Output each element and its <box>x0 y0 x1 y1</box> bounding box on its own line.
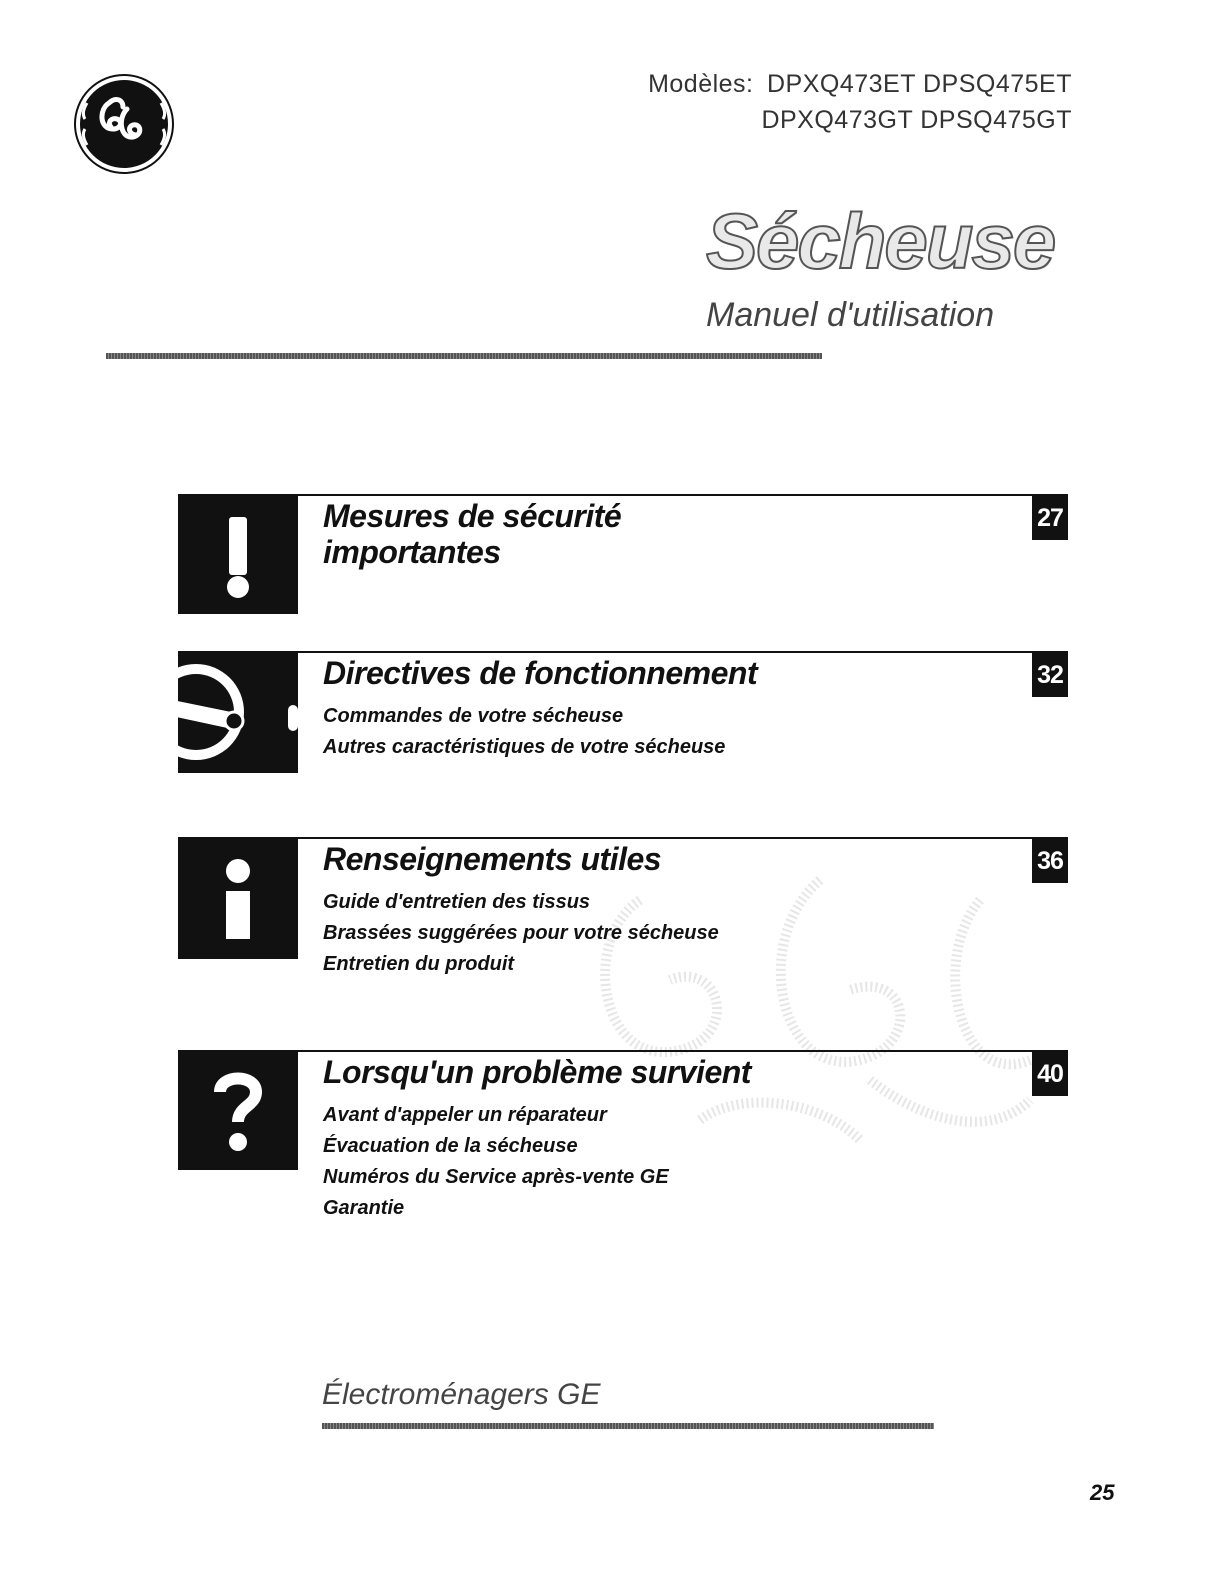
section-rule <box>298 837 1068 839</box>
section-heading-line: Mesures de sécurité <box>323 498 622 534</box>
toc-section-troubleshooting[interactable] <box>178 1050 1068 1219</box>
section-item[interactable]: Commandes de votre sécheuse <box>323 705 624 727</box>
section-heading: Lorsqu'un problème survient <box>323 1054 751 1090</box>
footer-brand: Électroménagers GE <box>322 1378 601 1411</box>
section-item-list <box>323 887 719 980</box>
title-divider <box>106 353 822 359</box>
info-icon <box>178 837 298 959</box>
section-page-number: 40 <box>1032 1052 1068 1096</box>
section-heading <box>323 498 621 570</box>
toc-section-operating[interactable] <box>178 651 1068 773</box>
section-rule <box>298 494 1068 496</box>
section-heading: Directives de fonctionnement <box>323 655 758 691</box>
dryer-dial-icon <box>178 651 298 773</box>
models-label: Modèles: <box>648 70 754 98</box>
model-row-1 <box>648 66 1072 102</box>
section-item-list <box>323 701 725 763</box>
section-item[interactable]: Autres caractéristiques de votre sécheuse <box>323 736 726 758</box>
document-subtitle: Manuel d'utilisation <box>706 296 995 334</box>
toc-section-useful-info[interactable] <box>178 837 1068 975</box>
section-item[interactable]: Avant d'appeler un réparateur <box>323 1104 607 1126</box>
page-number: 25 <box>1090 1480 1115 1505</box>
model-number: DPSQ475GT <box>920 106 1072 134</box>
model-number: DPXQ473GT <box>761 106 913 134</box>
section-heading: Renseignements utiles <box>323 841 662 877</box>
section-item[interactable]: Brassées suggérées pour votre sécheuse <box>323 922 719 944</box>
ge-logo <box>73 73 175 175</box>
footer-divider <box>322 1423 934 1429</box>
section-rule <box>298 1050 1068 1052</box>
section-rule <box>298 651 1068 653</box>
section-item[interactable]: Entretien du produit <box>323 953 515 975</box>
section-item[interactable]: Garantie <box>323 1197 405 1219</box>
section-heading-line: importantes <box>323 534 501 570</box>
exclamation-icon <box>178 494 298 614</box>
section-page-number: 36 <box>1032 839 1068 883</box>
model-number: DPXQ473ET <box>766 70 916 98</box>
section-item[interactable]: Évacuation de la sécheuse <box>323 1135 578 1157</box>
model-number: DPSQ475ET <box>922 70 1072 98</box>
section-item-list <box>323 1100 669 1224</box>
question-icon <box>178 1050 298 1170</box>
toc-section-safety[interactable] <box>178 494 1068 614</box>
section-page-number: 27 <box>1032 496 1068 540</box>
section-item[interactable]: Guide d'entretien des tissus <box>323 891 591 913</box>
section-page-number: 32 <box>1032 653 1068 697</box>
section-item[interactable]: Numéros du Service après-vente GE <box>323 1166 669 1188</box>
model-list <box>648 66 1072 138</box>
model-row-2 <box>648 102 1072 138</box>
document-title: Sécheuse <box>706 197 1055 285</box>
